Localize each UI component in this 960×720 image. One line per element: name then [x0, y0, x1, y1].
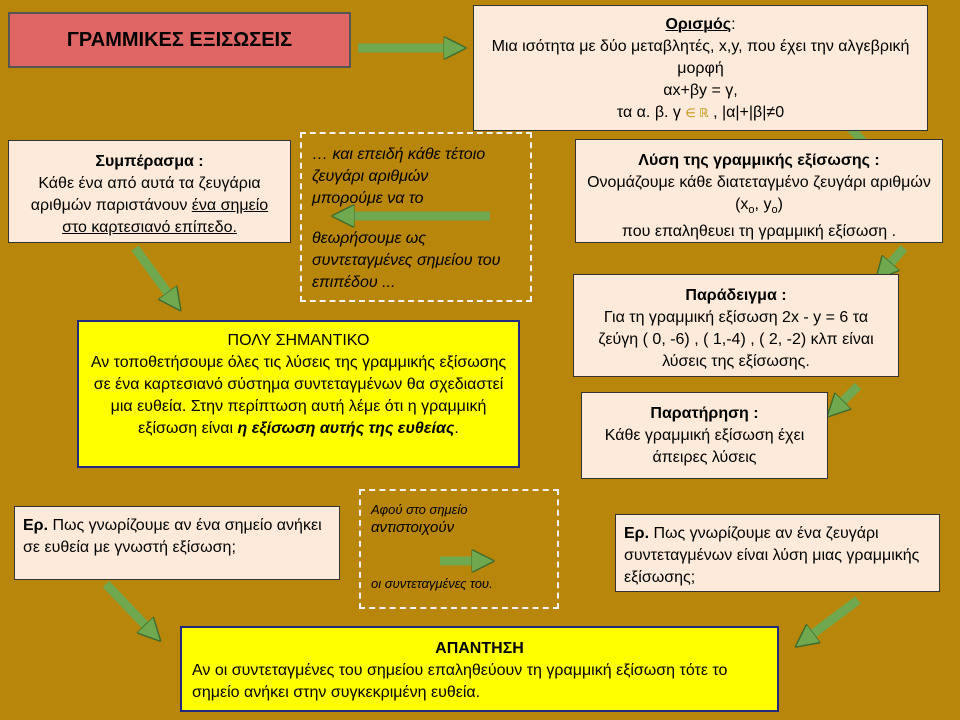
question-left-box: [14, 506, 340, 580]
example-heading: Παράδειγμα :: [685, 287, 787, 304]
conclusion-text-a: Κάθε ένα από αυτά τα ζευγάρια αριθμών παριστάνουν: [30, 175, 261, 214]
arrow-question-right-to-answer: [810, 600, 858, 636]
observation-text: Κάθε γραμμική εξίσωση έχει άπειρες λύσεις: [604, 427, 805, 466]
dashed-bottom-line-c: οι συντεταγμένες του.: [371, 576, 493, 591]
dashed-bottom-line-a: Αφού στο σημείο: [371, 502, 468, 517]
solution-sub2: o: [771, 204, 778, 217]
conclusion-text: [17, 173, 282, 239]
solution-sub1: o: [748, 204, 755, 217]
solution-text-a: Ονομάζουμε κάθε διατεταγμένο ζευγάρι αριθμών (x: [587, 174, 931, 213]
important-text: [87, 352, 510, 440]
definition-line2: αx+βy = γ,: [663, 82, 738, 99]
page-title-text: ΓΡΑΜΜΙΚΕΣ ΕΞΙΣΩΣΕΙΣ: [66, 29, 293, 51]
definition-line3-b: , |α|+|β|≠0: [708, 104, 785, 121]
important-text-main: Αν τοποθετήσουμε όλες τις λύσεις της γραμμικής εξίσωσης σε ένα καρτεσιανό σύστημα συντεταγμένων θα σχεδιαστεί μια ευθεία. Στην περίπτωση αυτή λέμε ότι η γραμμική εξίσωση είναι: [90, 354, 507, 437]
conclusion-box: [8, 140, 291, 243]
solution-line1: [586, 172, 932, 221]
question-right-label: Ερ.: [624, 525, 650, 542]
arrow-example-to-observation: [840, 386, 858, 404]
conclusion-text-underlined: ένα σημείο στο καρτεσιανό επίπεδο.: [62, 197, 269, 236]
definition-line1: Μια ισότητα με δύο μεταβλητές, x,y, που έχει την αλγεβρική μορφή: [491, 38, 910, 77]
dashed-top-line-a: … και επειδή κάθε τέτοιο ζευγάρι αριθμών μπορούμε να το: [312, 146, 486, 207]
solution-text-end: ): [777, 196, 783, 213]
observation-box: [581, 392, 828, 479]
definition-line3: [490, 102, 911, 124]
arrow-solution-to-example: [888, 248, 904, 266]
solution-box: [575, 139, 943, 243]
example-box: [573, 274, 899, 377]
observation-heading: Παρατήρηση :: [650, 405, 759, 422]
conclusion-heading: Συμπέρασμα :: [95, 153, 204, 170]
question-left-text: Πως γνωρίζουμε αν ένα σημείο ανήκει σε ευθεία με γνωστή εξίσωση;: [23, 517, 322, 556]
question-right-box: [615, 514, 940, 592]
real-set-symbol: ∈ ℝ: [685, 106, 709, 120]
important-emphasis: η εξίσωση αυτής της ευθείας: [237, 420, 455, 437]
definition-box: [473, 5, 928, 131]
solution-text-mid: , y: [754, 196, 772, 213]
important-dot: .: [454, 420, 459, 437]
definition-heading: Ορισμός: [665, 16, 732, 33]
dashed-top-line-b: θεωρήσουμε ως συντεταγμένες σημείου του επιπέδου ...: [312, 230, 501, 291]
example-text: Για τη γραμμική εξίσωση 2x - y = 6 τα ζεύγη ( 0, -6) , ( 1,-4) , ( 2, -2) κλπ είναι λύσεις της εξίσωσης.: [598, 309, 874, 370]
solution-line2: που επαληθευει τη γραμμική εξίσωση .: [621, 223, 897, 241]
dashed-note-top: [300, 132, 532, 302]
important-box: [77, 320, 520, 468]
solution-heading: Λύση της γραμμικής εξίσωσης :: [638, 152, 880, 169]
question-right-text: Πως γνωρίζουμε αν ένα ζευγάρι συντεταγμένων είναι λύση μιας γραμμικής εξίσωσης;: [624, 525, 920, 586]
arrow-question-left-to-answer: [106, 584, 148, 628]
answer-text: Αν οι συντεταγμένες του σημείου επαληθεύουν τη γραμμική εξίσωση τότε το σημείο ανήκει στην συγκεκριμένη ευθεία.: [192, 662, 728, 701]
question-left-label: Ερ.: [23, 517, 49, 534]
arrow-conclusion-to-important: [135, 248, 170, 296]
important-heading: ΠΟΛΥ ΣΗΜΑΝΤΙΚΟ: [227, 332, 370, 349]
answer-heading: ΑΠΑΝΤΗΣΗ: [435, 640, 524, 657]
definition-line3-a: τα α. β. γ: [616, 104, 686, 121]
definition-colon: :: [731, 16, 736, 33]
page-title: [8, 12, 351, 68]
dashed-bottom-line-b: αντιστοιχούν: [371, 519, 455, 536]
answer-box: [180, 626, 779, 712]
dashed-note-bottom: [359, 489, 559, 609]
